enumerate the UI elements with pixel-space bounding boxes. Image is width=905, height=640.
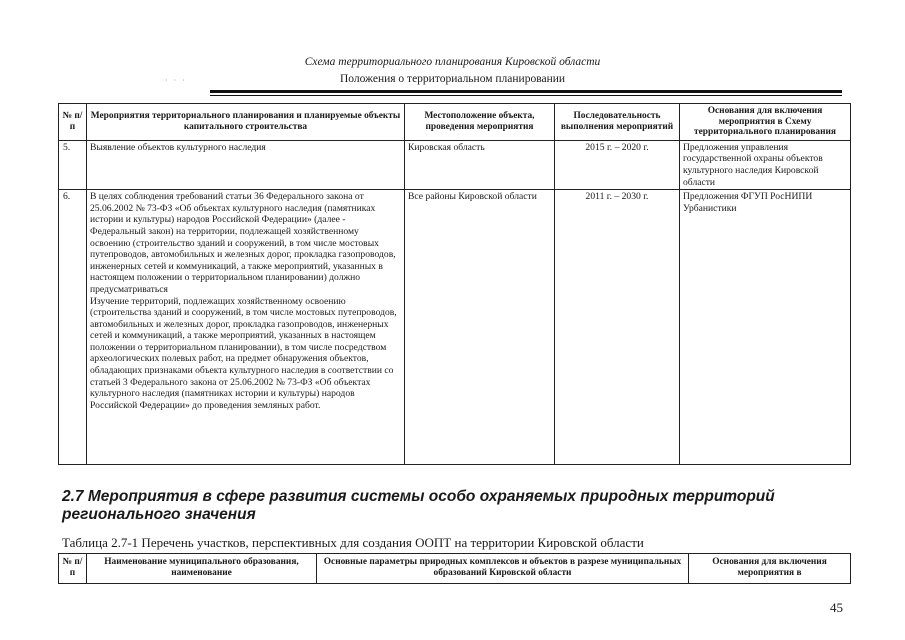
cell-activity: Выявление объектов культурного наследия: [87, 140, 405, 189]
header-rule-thick: [210, 90, 842, 93]
cell-basis: Предложения ФГУП РосНИПИ Урбанистики: [680, 190, 851, 465]
column-header-period: Последовательность выполнения мероприятий: [555, 104, 680, 141]
header-rule-thin: [210, 95, 842, 96]
measures-table: [58, 103, 851, 465]
document-header-subtitle: Положения о территориальном планировании: [339, 73, 566, 85]
column-header-number: № п/п: [59, 104, 87, 141]
page-number: 45: [830, 600, 843, 615]
column-header-municipality: Наименование муниципального образования, наименование: [87, 554, 317, 584]
scan-artifact: · · ·: [165, 76, 187, 85]
column-header-parameters: Основные параметры природных комплексов и объектов в разрезе муниципальных образований Кировской области: [317, 554, 689, 584]
column-header-number: № п/п: [59, 554, 87, 584]
column-header-activity: Мероприятия территориального планирования и планируемые объекты капитального строительства: [87, 104, 405, 141]
column-header-location: Местоположение объекта, проведения мероприятия: [405, 104, 555, 141]
table-header-row: [59, 104, 851, 141]
cell-activity: В целях соблюдения требований статьи 36 Федерального закона от 25.06.2002 № 73-ФЗ «Об объектах культурного наследия (памятниках истории и культуры) народов Российской Федерации» (далее - Федеральный закон) на территории, подлежащей хозяйственному освоению (строительство зданий и сооружений, в том числе мостовых путепроводов, автомобильных и железных дорог, прокладка газопроводов, инженерных сетей и коммуникаций, а также мероприятий, указанных в настоящем положении о территориальном планировании) должно предусматриваться Изучение территорий, подлежащих хозяйственному освоению (строительства зданий и сооружений, в том числе мостовых путепроводов, автомобильных и железных дорог, прокладка газопроводов, инженерных сетей и коммуникаций, а также мероприятий, указанных в настоящем положении о территориальном планировании), в том числе посредством археологических полевых работ, на предмет обнаружения объектов, обладающих признаками объекта культурного наследия в соответствии со статьей 3 Федерального закона от 25.06.2002 № 73-ФЗ «Об объектах культурного наследия (памятниках истории и культуры) народов Российской Федерации» до проведения земляных работ.: [87, 190, 405, 465]
cell-number: 6.: [59, 190, 87, 465]
cell-number: 5.: [59, 140, 87, 189]
cell-period: 2015 г. – 2020 г.: [555, 140, 680, 189]
cell-location: Кировская область: [405, 140, 555, 189]
table-row: [59, 140, 851, 189]
table-row: [59, 190, 851, 465]
document-header-title: Схема территориального планирования Кировской области: [304, 56, 601, 68]
section-heading: 2.7 Мероприятия в сфере развития системы особо охраняемых природных территорий регионального значения: [62, 488, 775, 523]
column-header-basis: Основания для включения мероприятия в: [689, 554, 851, 584]
cell-location: Все районы Кировской области: [405, 190, 555, 465]
table-caption: Таблица 2.7-1 Перечень участков, перспективных для создания ООПТ на территории Кировской области: [62, 535, 644, 550]
column-header-basis: Основания для включения мероприятия в Схему территориального планирования: [680, 104, 851, 141]
oopt-table: [58, 553, 851, 584]
table-header-row: [59, 554, 851, 584]
cell-basis: Предложения управления государственной охраны объектов культурного наследия Кировской области: [680, 140, 851, 189]
cell-period: 2011 г. – 2030 г.: [555, 190, 680, 465]
